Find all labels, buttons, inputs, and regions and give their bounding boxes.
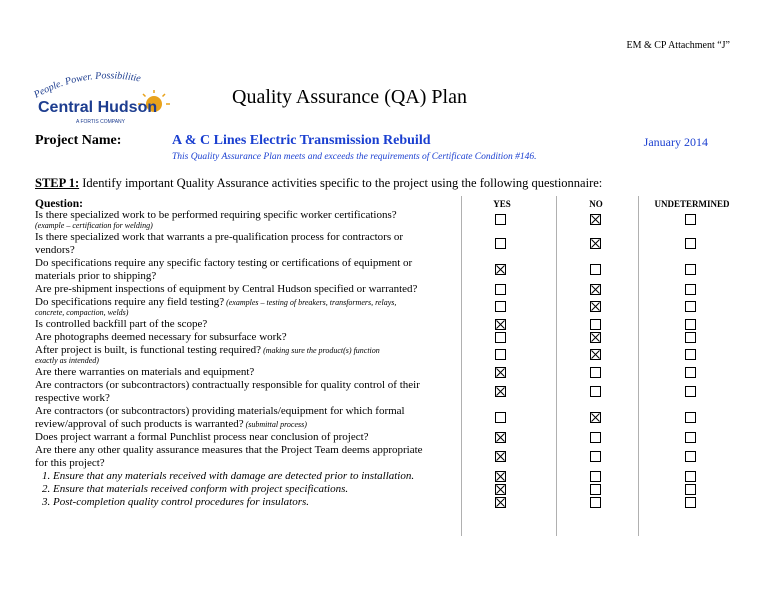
x-mark-icon: [496, 433, 505, 442]
checkbox-undetermined[interactable]: [685, 451, 696, 462]
column-divider: [556, 196, 557, 536]
question-line: [35, 331, 455, 344]
question-line: [35, 318, 455, 331]
checkbox-no[interactable]: [590, 238, 601, 249]
question-text: respective work?: [35, 392, 110, 404]
x-mark-icon: [496, 472, 505, 481]
question-text: materials prior to shipping?: [35, 270, 157, 282]
column-header-no: NO: [589, 199, 603, 209]
question-note: concrete, compaction, welds): [35, 308, 129, 317]
checkbox-no[interactable]: [590, 367, 601, 378]
question-text: After project is built, is functional testing required?: [35, 344, 262, 356]
checkbox-undetermined[interactable]: [685, 367, 696, 378]
column-header-undetermined: UNDETERMINED: [654, 199, 730, 209]
question-text: review/approval of such products is warranted?: [35, 418, 244, 430]
project-note: This Quality Assurance Plan meets and exceeds the requirements of Certificate Condition #146.: [172, 152, 537, 162]
checkbox-no[interactable]: [590, 332, 601, 343]
question-line: [35, 270, 455, 283]
x-mark-icon: [591, 285, 600, 294]
checkbox-yes[interactable]: [495, 484, 506, 495]
checkbox-undetermined[interactable]: [685, 349, 696, 360]
checkbox-yes[interactable]: [495, 332, 506, 343]
checkbox-no[interactable]: [590, 284, 601, 295]
checkbox-no[interactable]: [590, 451, 601, 462]
question-text: 2. Ensure that materials received conform with project specifications.: [42, 483, 349, 495]
question-line: [35, 418, 455, 431]
column-header-yes: YES: [493, 199, 511, 209]
question-line: [35, 257, 455, 270]
checkbox-no[interactable]: [590, 497, 601, 508]
question-text: 3. Post-completion quality control procedures for insulators.: [42, 496, 310, 508]
question-text: Is controlled backfill part of the scope?: [35, 318, 208, 330]
checkbox-no[interactable]: [590, 264, 601, 275]
checkbox-yes[interactable]: [495, 349, 506, 360]
question-inline-note: (making sure the product(s) function: [261, 346, 380, 355]
question-text: Are contractors (or subcontractors) contractually responsible for quality control of their: [35, 379, 420, 391]
page-title: Quality Assurance (QA) Plan: [232, 86, 467, 108]
question-text: for this project?: [35, 457, 105, 469]
project-name-label: Project Name:: [35, 133, 122, 148]
checkbox-yes[interactable]: [495, 497, 506, 508]
checkbox-yes[interactable]: [495, 301, 506, 312]
question-text: Is there specialized work to be performed requiring specific worker certifications?: [35, 209, 397, 221]
question-line: [35, 366, 455, 379]
checkbox-no[interactable]: [590, 432, 601, 443]
question-text: Are there warranties on materials and equipment?: [35, 366, 255, 378]
step-instruction: [35, 176, 602, 191]
checkbox-undetermined[interactable]: [685, 264, 696, 275]
question-text: Are there any other quality assurance measures that the Project Team deems appropriate: [35, 444, 423, 456]
attachment-label: EM & CP Attachment “J”: [626, 40, 730, 51]
question-line: [35, 379, 455, 392]
step-label: STEP 1:: [35, 176, 80, 190]
checkbox-undetermined[interactable]: [685, 332, 696, 343]
question-text: Do specifications require any field testing?: [35, 296, 225, 308]
question-text: vendors?: [35, 244, 75, 256]
checkbox-yes[interactable]: [495, 451, 506, 462]
x-mark-icon: [496, 320, 505, 329]
x-mark-icon: [496, 265, 505, 274]
checkbox-yes[interactable]: [495, 412, 506, 423]
question-line: [35, 444, 455, 457]
checkbox-undetermined[interactable]: [685, 412, 696, 423]
x-mark-icon: [496, 452, 505, 461]
checkbox-yes[interactable]: [495, 214, 506, 225]
question-line: [42, 470, 462, 483]
x-mark-icon: [591, 302, 600, 311]
checkbox-undetermined[interactable]: [685, 432, 696, 443]
checkbox-undetermined[interactable]: [685, 284, 696, 295]
question-text: Are photographs deemed necessary for subsurface work?: [35, 331, 287, 343]
question-text: Are pre-shipment inspections of equipment by Central Hudson specified or warranted?: [35, 283, 418, 295]
x-mark-icon: [591, 215, 600, 224]
x-mark-icon: [496, 485, 505, 494]
checkbox-undetermined[interactable]: [685, 497, 696, 508]
x-mark-icon: [591, 350, 600, 359]
question-text: 1. Ensure that any materials received with damage are detected prior to installation.: [42, 470, 415, 482]
checkbox-yes[interactable]: [495, 367, 506, 378]
checkbox-no[interactable]: [590, 471, 601, 482]
checkbox-no[interactable]: [590, 319, 601, 330]
x-mark-icon: [496, 368, 505, 377]
checkbox-undetermined[interactable]: [685, 471, 696, 482]
checkbox-no[interactable]: [590, 412, 601, 423]
question-text: Is there specialized work that warrants a pre-qualification process for contractors or: [35, 231, 404, 243]
checkbox-no[interactable]: [590, 301, 601, 312]
checkbox-no[interactable]: [590, 214, 601, 225]
checkbox-yes[interactable]: [495, 238, 506, 249]
central-hudson-logo: [30, 68, 180, 126]
checkbox-undetermined[interactable]: [685, 238, 696, 249]
checkbox-undetermined[interactable]: [685, 484, 696, 495]
question-text: Do specifications require any specific factory testing or certifications of equipment or: [35, 257, 413, 269]
question-header: Question:: [35, 198, 83, 210]
checkbox-no[interactable]: [590, 484, 601, 495]
question-inline-note: (examples – testing of breakers, transformers, relays,: [224, 298, 397, 307]
checkbox-undetermined[interactable]: [685, 301, 696, 312]
checkbox-undetermined[interactable]: [685, 319, 696, 330]
x-mark-icon: [591, 413, 600, 422]
project-name-value: A & C Lines Electric Transmission Rebuild: [172, 133, 431, 148]
checkbox-yes[interactable]: [495, 432, 506, 443]
checkbox-undetermined[interactable]: [685, 214, 696, 225]
checkbox-yes[interactable]: [495, 386, 506, 397]
question-line: [35, 405, 455, 418]
question-line: [35, 283, 455, 296]
question-line: [35, 457, 455, 470]
checkbox-undetermined[interactable]: [685, 386, 696, 397]
x-mark-icon: [496, 387, 505, 396]
checkbox-no[interactable]: [590, 349, 601, 360]
svg-text:People. Power. Possibilities.: People. Power. Possibilitie: [32, 70, 142, 101]
checkbox-yes[interactable]: [495, 284, 506, 295]
question-line: [35, 431, 455, 444]
svg-text:A FORTIS COMPANY: A FORTIS COMPANY: [76, 119, 125, 125]
question-text: Are contractors (or subcontractors) providing materials/equipment for which formal: [35, 405, 405, 417]
question-note: exactly as intended): [35, 356, 99, 365]
svg-text:Central Hudson: Central Hudson: [38, 99, 158, 116]
column-divider: [638, 196, 639, 536]
question-line: [35, 392, 455, 405]
checkbox-no[interactable]: [590, 386, 601, 397]
x-mark-icon: [496, 498, 505, 507]
checkbox-yes[interactable]: [495, 319, 506, 330]
x-mark-icon: [591, 239, 600, 248]
checkbox-yes[interactable]: [495, 264, 506, 275]
checkbox-yes[interactable]: [495, 471, 506, 482]
step-text: Identify important Quality Assurance activities specific to the project using the following questionnaire:: [82, 176, 603, 190]
question-line: [42, 483, 462, 496]
question-line: [42, 496, 462, 509]
x-mark-icon: [591, 333, 600, 342]
question-line: [35, 244, 455, 257]
question-text: Does project warrant a formal Punchlist process near conclusion of project?: [35, 431, 369, 443]
question-line: [35, 231, 455, 244]
question-note: (example – certification for welding): [35, 221, 153, 230]
project-date: January 2014: [643, 135, 708, 149]
question-inline-note: (submittal process): [243, 420, 307, 429]
